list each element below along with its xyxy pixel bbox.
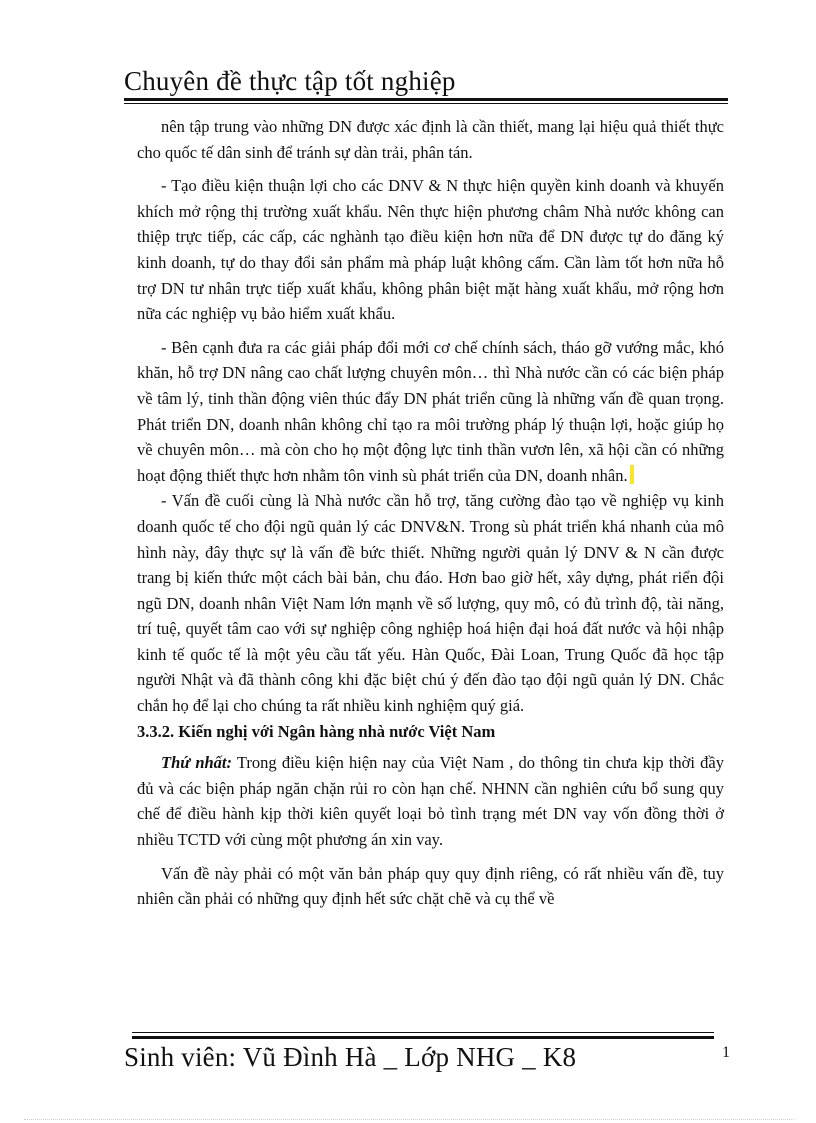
page-bottom-edge — [24, 1119, 794, 1120]
footer-double-rule — [132, 1032, 714, 1039]
header-double-rule — [124, 98, 728, 104]
body-paragraph-last: Vấn đề này phải có một văn bản pháp quy quy định riêng, có rất nhiều vấn đề, tuy nhiên cần phải có những quy định hết sức chặt chẽ và cụ thể về — [137, 863, 724, 909]
body-paragraph-3 — [137, 335, 724, 489]
body-paragraph-1: nên tập trung vào những DN được xác định là cần thiết, mang lại hiệu quả thiết thực cho quốc tế dân sinh để tránh sự dàn trải, phân tán. — [137, 117, 724, 162]
footer-author-line: Sinh viên: Vũ Đình Hà _ Lớp NHG _ K8 — [124, 1042, 577, 1072]
body-paragraph-4: - Vấn đề cuối cùng là Nhà nước cần hỗ trợ, tăng cường đào tạo về nghiệp vụ kinh doanh quốc tế cho đội ngũ quản lý các DNV&N. Trong sù phát triển khá nhanh của mô hình này, đây thực sự là vấn đề bức thiết. Những người quản lý DNV & N cần được trang bị kiến thức một cách bài bản, chu đáo. Hơn bao giờ hết, xây dựng, phát riển đội ngũ DN, doanh nhân Việt Nam lớn mạnh về số lượng, quy mô, có đủ trình độ, tài năng, trí tuệ, quyết tâm cao với sự nghiệp công nghiệp hoá hiện đại hoá đất nước và hội nhập kinh tế quốc tế là một yêu cầu tất yếu. Hàn Quốc, Đài Loan, Trung Quốc đã học tập người Nhật và đã thành công khi đặc biệt chú ý đến đào tạo đội ngũ quản lý DN. Chắc chắn họ để lại cho chúng ta rất nhiều kinh nghiệm quý giá. — [137, 491, 724, 716]
section-heading: 3.3.2. Kiến nghị với Ngân hàng nhà nước Việt Nam — [137, 721, 496, 741]
page-header-title: Chuyên đề thực tập tốt nghiệp — [124, 66, 456, 96]
page-number: 1 — [722, 1044, 730, 1061]
text-cursor-highlight — [630, 465, 634, 484]
document-body — [137, 114, 724, 920]
first-lead-label: Thứ nhất: — [161, 753, 233, 773]
body-paragraph-2: - Tạo điều kiện thuận lợi cho các DNV & N thực hiện quyền kinh doanh và khuyến khích mở rộng thị trường xuất khẩu. Nên thực hiện phương châm Nhà nước không can thiệp trực tiếp, các cấp, các nghành tạo điều kiện hơn nữa để DN được tự do đăng ký kinh doanh, tự do thay đổi sản phẩm mà pháp luật không cấm. Cần làm tốt hơn nữa hỗ trợ DN tư nhân trực tiếp xuất khẩu, không phân biệt mặt hàng xuất khẩu, mở rộng hơn nữa các nghiệp vụ bảo hiểm xuất khẩu. — [137, 176, 724, 324]
body-paragraph-first — [137, 750, 724, 852]
body-paragraph-3-text: - Bên cạnh đưa ra các giải pháp đổi mới cơ chế chính sách, tháo gỡ vướng mắc, khó khăn, hỗ trợ DN nâng cao chất lượng chuyên môn… thì Nhà nước cần có các biện pháp về tâm lý, tinh thần động viên thúc đẩy DN phát triển cũng là những vấn đề quan trọng. Phát triển DN, doanh nhân không chỉ tạo ra môi trường pháp lý thuận lợi, hoặc giúp họ về chuyên môn… mà còn cho họ một động lực tinh thần vươn lên, xã hội cần có những hoạt động thiết thực hơn nhằm tôn vinh sù phát triển của DN, doanh nhân. — [137, 337, 724, 485]
first-paragraph-text: Trong điều kiện hiện nay của Việt Nam , do thông tin chưa kịp thời đầy đủ và các biện pháp ngăn chặn rủi ro còn hạn chế. NHNN cần nghiên cứu bổ sung quy chế để điều hành kịp thời kiên quyết loại bỏ tình trạng mét DN vay vốn đồng thời ở nhiều TCTD với cùng một phương án xin vay. — [137, 753, 724, 850]
